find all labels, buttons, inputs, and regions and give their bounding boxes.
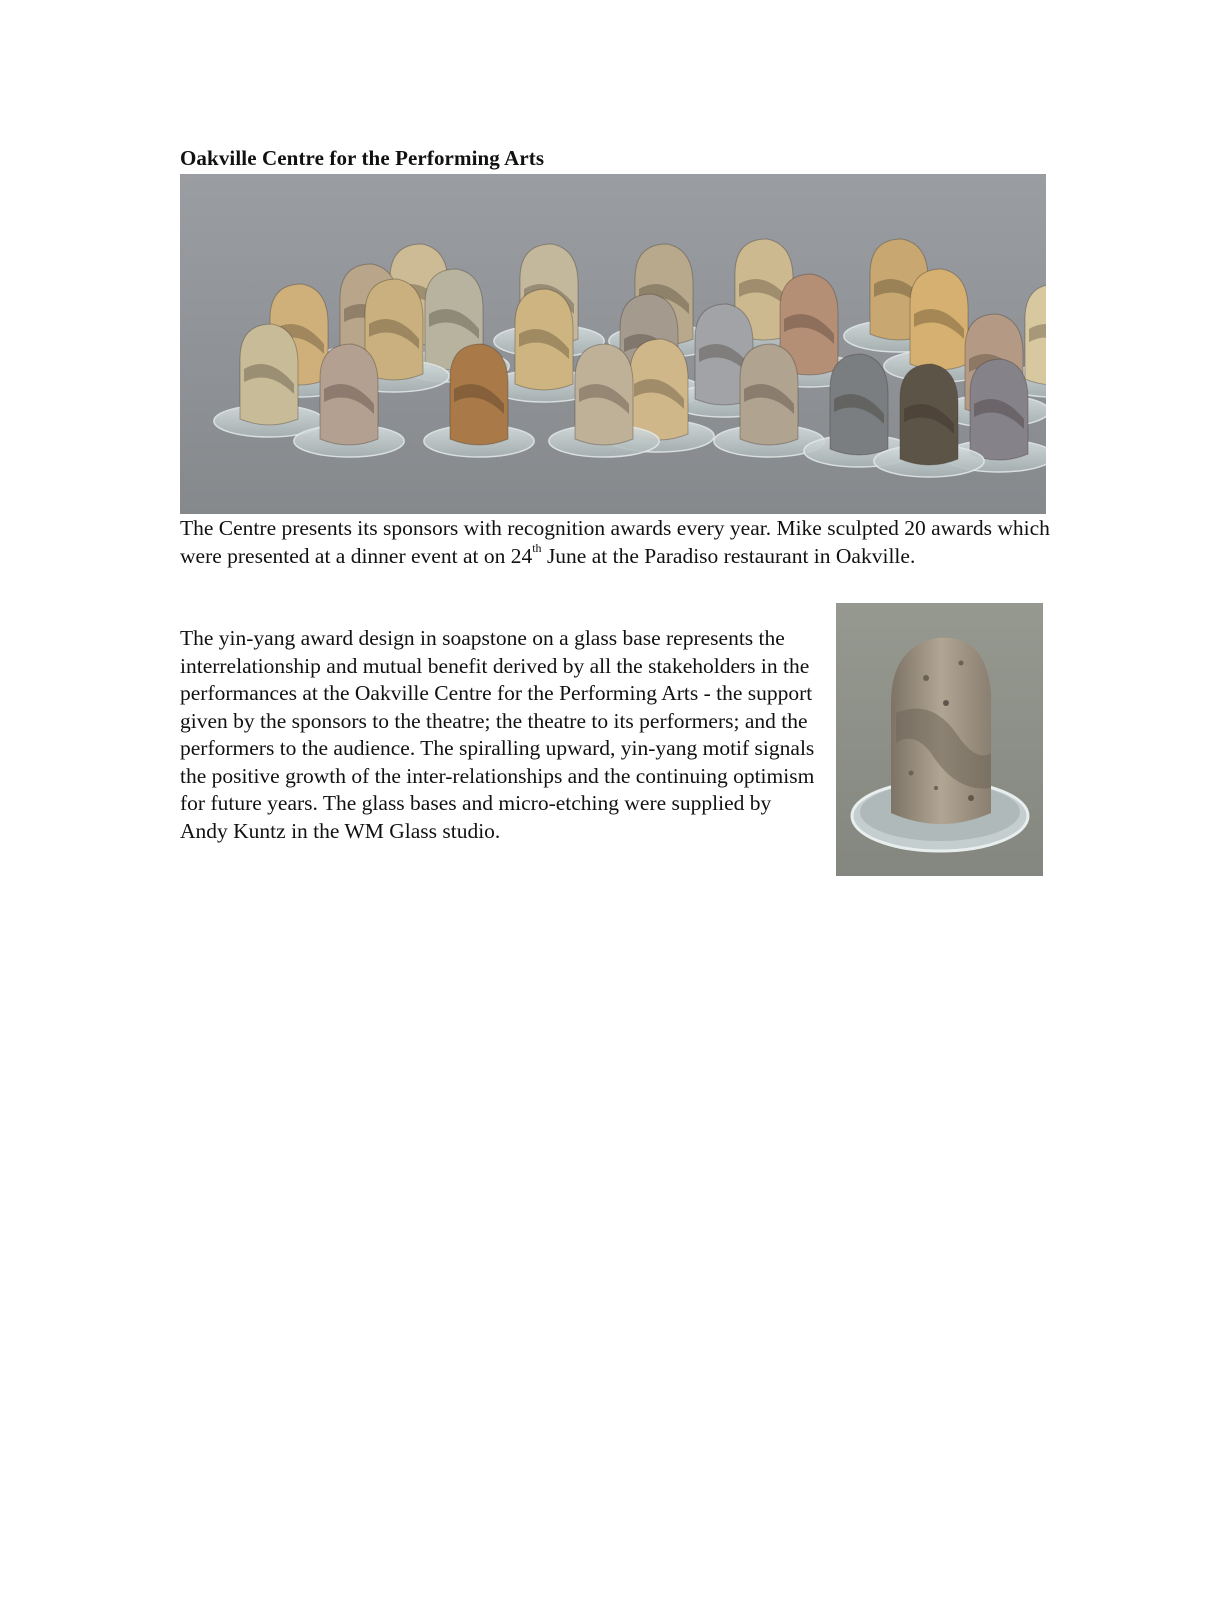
date-ordinal-suffix: th — [532, 541, 542, 556]
design-description-paragraph: The yin-yang award design in soapstone on a glass base represents the interrelationship and mutual benefit derived by all the stakeholders in the performances at the Oakville Centre for the Performing Arts - the support given by the sponsors to the theatre; the theatre to its performers; and the performers to the audience. The spiralling upward, yin-yang motif signals the positive growth of the inter-relationships and the continuing optimism for future years. The glass bases and micro-etching were supplied by Andy Kuntz in the WM Glass studio. — [180, 626, 815, 843]
intro-text-start: The Centre presents its sponsors with recognition awards every year. Mike sculpted 20 awards which were presented at a dinner event at on 24 — [180, 516, 1050, 568]
page-title: Oakville Centre for the Performing Arts — [180, 146, 545, 170]
intro-text-end: June at the Paradiso restaurant in Oakville. — [541, 543, 916, 568]
awards-group-photo — [180, 174, 1046, 514]
intro-paragraph — [180, 515, 1060, 570]
single-award-photo — [836, 603, 1043, 876]
